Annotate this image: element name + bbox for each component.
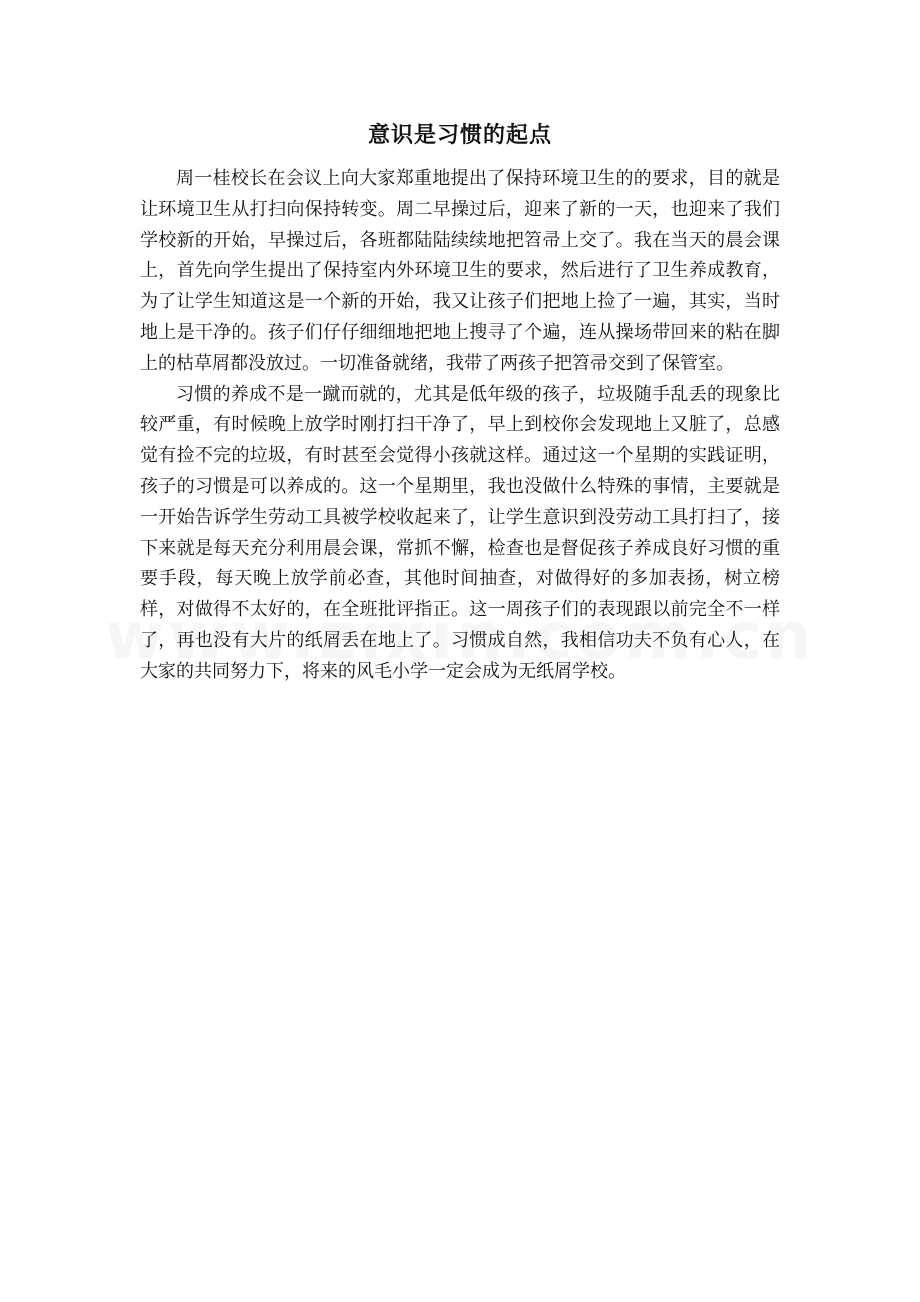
document-title: 意识是习惯的起点 (367, 122, 552, 148)
paragraph-1: 周一桂校长在会议上向大家郑重地提出了保持环境卫生的的要求，目的就是让环境卫生从打扫向保持转变。周二早操过后，迎来了新的一天，也迎来了我们学校新的开始，早操过后，各班都陆陆续续地把笤帚上交了。我在当天的晨会课上，首先向学生提出了保持室内外环境卫生的要求，然后进行了卫生养成教育，为了让学生知道这是一个新的开始，我又让孩子们把地上捡了一遍，其实，当时地上是干净的。孩子们仔仔细细地把地上搜寻了个遍，连从操场带回来的粘在脚上的枯草屑都没放过。一切准备就绪，我带了两孩子把笤帚交到了保管室。 (140, 168, 780, 374)
paragraph-2: 习惯的养成不是一蹴而就的，尤其是低年级的孩子，垃圾随手乱丢的现象比较严重，有时候晚上放学时刚打扫干净了，早上到校你会发现地上又脏了，总感觉有捡不完的垃圾，有时甚至会觉得小孩就这样。通过这一个星期的实践证明，孩子的习惯是可以养成的。这一个星期里，我也没做什么特殊的事情，主要就是一开始告诉学生劳动工具被学校收起来了，让学生意识到没劳动工具打扫了，接下来就是每天充分利用晨会课，常抓不懈，检查也是督促孩子养成良好习惯的重要手段，每天晚上放学前必查，其他时间抽查，对做得好的多加表扬，树立榜样，对做得不太好的，在全班批评指正。这一周孩子们的表现跟以前完全不一样了，再也没有大片的纸屑丢在地上了。习惯成自然，我相信功夫不负有心人，在大家的共同努力下，将来的风毛小学一定会成为无纸屑学校。 (140, 383, 780, 682)
document-body (140, 118, 780, 688)
